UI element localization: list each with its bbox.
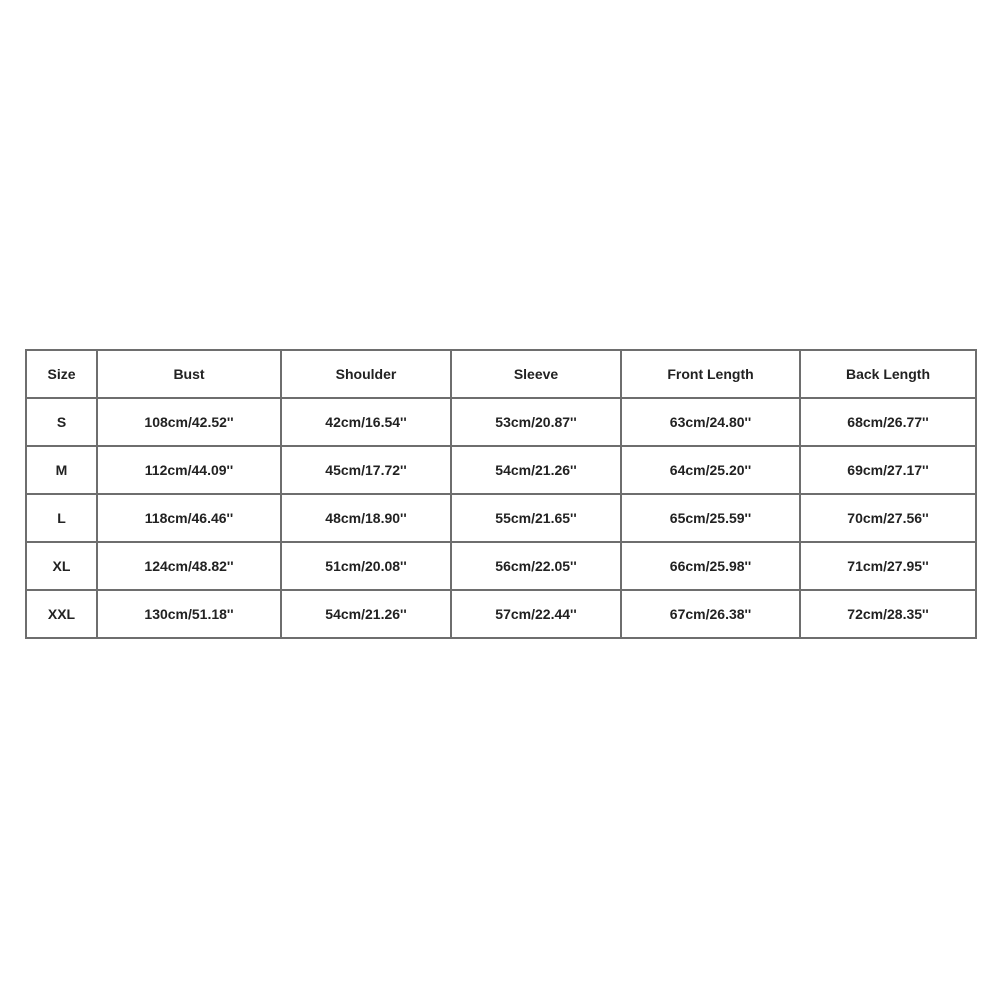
cell-sleeve: 55cm/21.65'' [451, 494, 621, 542]
cell-sleeve: 57cm/22.44'' [451, 590, 621, 638]
cell-size: XL [26, 542, 97, 590]
table-row [26, 590, 976, 638]
header-row [26, 350, 976, 398]
table-row [26, 494, 976, 542]
header-sleeve: Sleeve [451, 350, 621, 398]
cell-sleeve: 56cm/22.05'' [451, 542, 621, 590]
cell-sleeve: 53cm/20.87'' [451, 398, 621, 446]
cell-shoulder: 45cm/17.72'' [281, 446, 451, 494]
header-shoulder: Shoulder [281, 350, 451, 398]
cell-bust: 112cm/44.09'' [97, 446, 281, 494]
size-chart-table [25, 349, 977, 639]
header-bust: Bust [97, 350, 281, 398]
header-size: Size [26, 350, 97, 398]
cell-shoulder: 51cm/20.08'' [281, 542, 451, 590]
cell-back-length: 71cm/27.95'' [800, 542, 976, 590]
cell-bust: 108cm/42.52'' [97, 398, 281, 446]
cell-back-length: 70cm/27.56'' [800, 494, 976, 542]
cell-bust: 118cm/46.46'' [97, 494, 281, 542]
cell-front-length: 65cm/25.59'' [621, 494, 800, 542]
cell-shoulder: 42cm/16.54'' [281, 398, 451, 446]
cell-bust: 130cm/51.18'' [97, 590, 281, 638]
cell-front-length: 64cm/25.20'' [621, 446, 800, 494]
cell-bust: 124cm/48.82'' [97, 542, 281, 590]
cell-front-length: 63cm/24.80'' [621, 398, 800, 446]
table-row [26, 446, 976, 494]
cell-front-length: 66cm/25.98'' [621, 542, 800, 590]
cell-sleeve: 54cm/21.26'' [451, 446, 621, 494]
header-back-length: Back Length [800, 350, 976, 398]
cell-back-length: 68cm/26.77'' [800, 398, 976, 446]
table-row [26, 542, 976, 590]
cell-size: XXL [26, 590, 97, 638]
cell-size: L [26, 494, 97, 542]
cell-back-length: 69cm/27.17'' [800, 446, 976, 494]
cell-front-length: 67cm/26.38'' [621, 590, 800, 638]
cell-size: S [26, 398, 97, 446]
header-front-length: Front Length [621, 350, 800, 398]
cell-back-length: 72cm/28.35'' [800, 590, 976, 638]
table-row [26, 398, 976, 446]
cell-size: M [26, 446, 97, 494]
cell-shoulder: 54cm/21.26'' [281, 590, 451, 638]
cell-shoulder: 48cm/18.90'' [281, 494, 451, 542]
